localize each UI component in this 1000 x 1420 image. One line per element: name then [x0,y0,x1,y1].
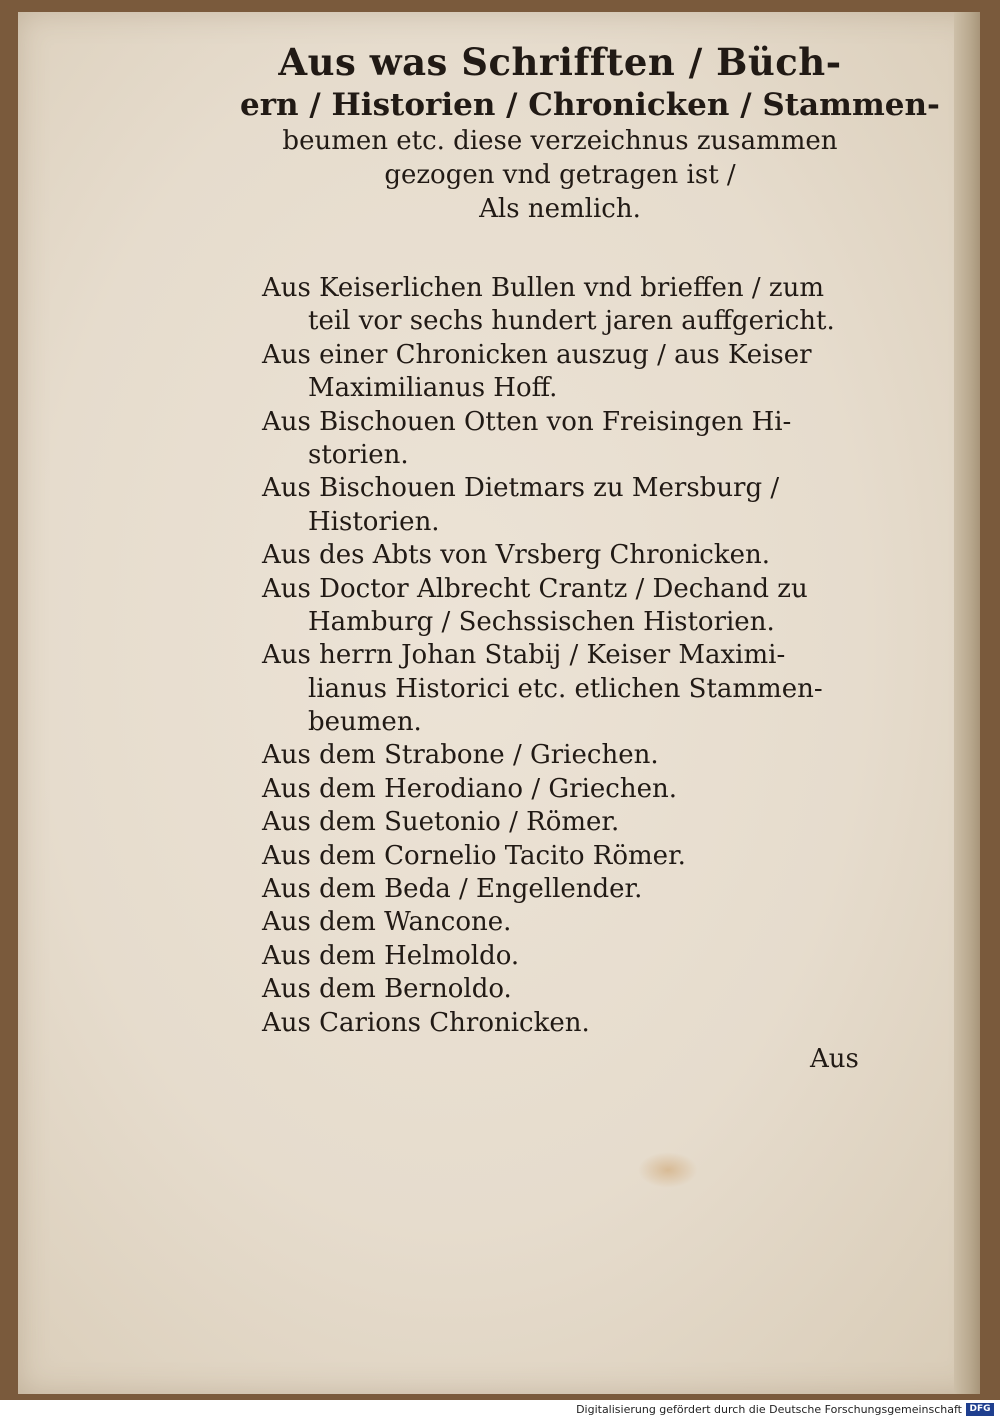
digitization-footer [0,1400,1000,1420]
page-heading [240,38,940,226]
source-entry-line: Aus des Abts von Vrsberg Chronicken. [262,540,771,571]
heading-line: beumen etc. diese verzeichnus zusammen [282,126,838,156]
source-entry-line: Aus herrn Johan Stabij / Keiser Maximi- [262,640,786,671]
source-entry-line: Aus Doctor Albrecht Crantz / Dechand zu [262,573,808,604]
source-entry-line: Aus dem Herodiano / Griechen. [262,773,677,804]
source-list [262,272,902,1040]
catchword: Aus [810,1044,859,1074]
source-entry-line: Aus Bischouen Otten von Freisingen Hi- [262,406,792,437]
source-entry-line: Aus dem Bernoldo. [262,974,512,1005]
source-entry-line: Aus dem Wancone. [262,907,512,938]
heading-line: ern / Historien / Chronicken / Stammen- [240,87,940,123]
source-entry-line: Aus dem Cornelio Tacito Römer. [262,840,686,871]
dfg-logo: DFG [966,1403,994,1416]
source-entry-line: Aus Bischouen Dietmars zu Mersburg / [262,473,780,504]
heading-line: Aus was Schrifften / Büch- [278,40,842,84]
heading-line: gezogen vnd getragen ist / [384,160,736,190]
source-entry-line: beumen. [308,707,422,738]
source-entry-line: Hamburg / Sechssischen Historien. [308,606,775,637]
paper-stain [638,1152,698,1188]
source-entry-line: Aus dem Strabone / Griechen. [262,740,659,771]
funding-credit: Digitalisierung gefördert durch die Deutsche Forschungsgemeinschaft [576,1403,962,1416]
source-entry-line: storien. [308,439,409,470]
source-entry-line: Aus Carions Chronicken. [262,1007,590,1038]
source-entry-line: lianus Historici etc. etlichen Stammen- [308,673,823,704]
heading-line: Als nemlich. [479,194,641,224]
source-entry-line: Aus dem Suetonio / Römer. [262,807,620,838]
source-entry-line: Aus dem Beda / Engellender. [262,874,643,905]
source-entry-line: Historien. [308,506,440,537]
source-entry-line: teil vor sechs hundert jaren auffgericht. [308,306,835,337]
source-entry-line: Aus Keiserlichen Bullen vnd brieffen / zum [262,273,825,303]
source-entry-line: Aus dem Helmoldo. [262,940,520,971]
book-spine-edge [954,12,980,1394]
source-entry-line: Maximilianus Hoff. [308,373,558,404]
source-entry-line: Aus einer Chronicken auszug / aus Keiser [262,339,812,370]
